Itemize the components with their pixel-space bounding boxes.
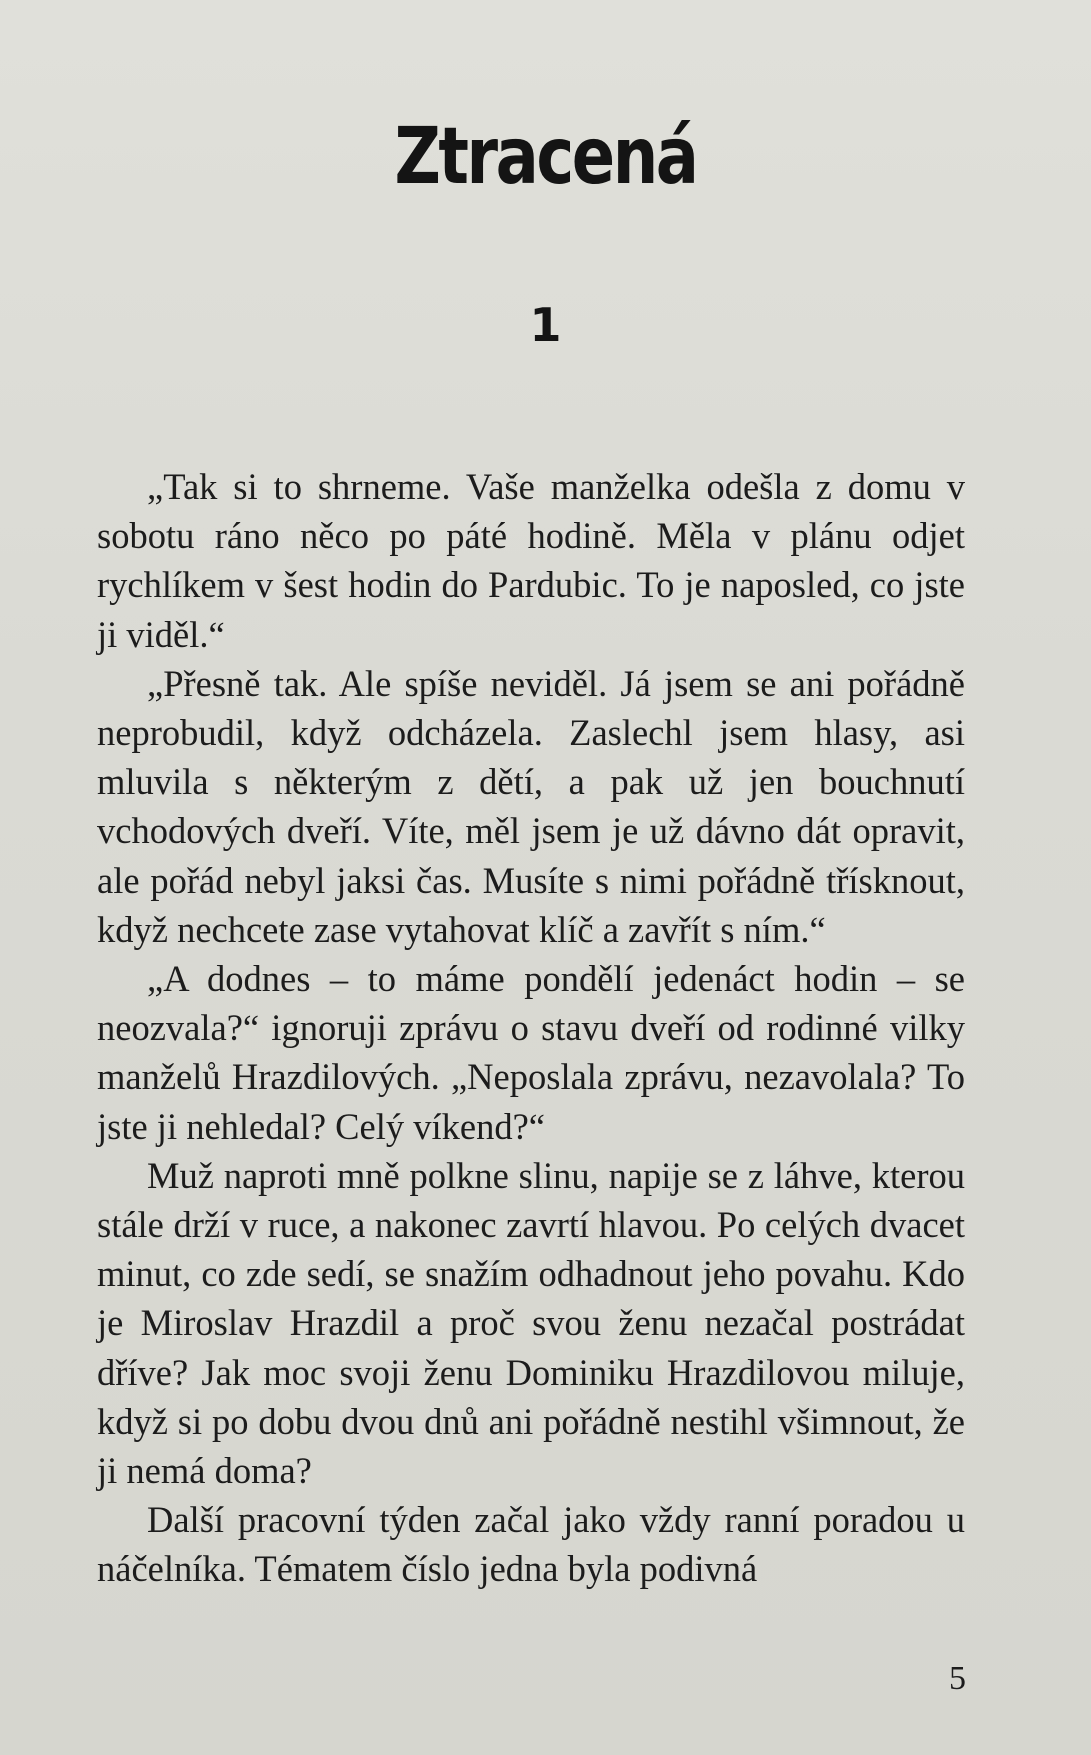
- paragraph: Další pracovní týden začal jako vždy ranní poradou u náčelníka. Tématem číslo jedna byla podivná: [97, 1499, 965, 1590]
- chapter-number: 1: [529, 298, 562, 352]
- chapter-title: Ztracená: [394, 112, 697, 202]
- paragraph: „Tak si to shrneme. Vaše manželka odešla z domu v sobotu ráno něco po páté hodině. Měla v plánu odjet rychlíkem v šest hodin do Pardubic. To je naposled, co jste ji viděl.“: [97, 466, 965, 655]
- paragraph: Muž naproti mně polkne slinu, napije se z láhve, kterou stále drží v ruce, a nakonec zavrtí hlavou. Po celých dvacet minut, co zde sedí, se snažím odhadnout jeho povahu. Kdo je Miroslav Hrazdil a proč svou ženu nezačal postrádat dříve? Jak moc svoji ženu Dominiku Hrazdilovou miluje, když si po dobu dvou dnů ani pořádně nestihl všimnout, že ji nemá doma?: [97, 1154, 965, 1492]
- paragraph: „Přesně tak. Ale spíše neviděl. Já jsem se ani pořádně neprobudil, když odcházela. Zaslechl jsem hlasy, asi mluvila s některým z dětí, a pak už jen bouchnutí vchodových dveří. Víte, měl jsem je už dávno dát opravit, ale pořád nebyl jaksi čas. Musíte s nimi pořádně třísknout, když nechcete zase vytahovat klíč a zavřít s ním.“: [97, 662, 965, 950]
- body-text: [97, 462, 965, 1594]
- page-number: 5: [949, 1660, 966, 1697]
- paragraph: „A dodnes – to máme pondělí jedenáct hodin – se neozvala?“ ignoruji zprávu o stavu dveří od rodinné vilky manželů Hrazdilových. „Neposlala zprávu, nezavolala? To jste ji nehledal? Celý víkend?“: [97, 958, 965, 1147]
